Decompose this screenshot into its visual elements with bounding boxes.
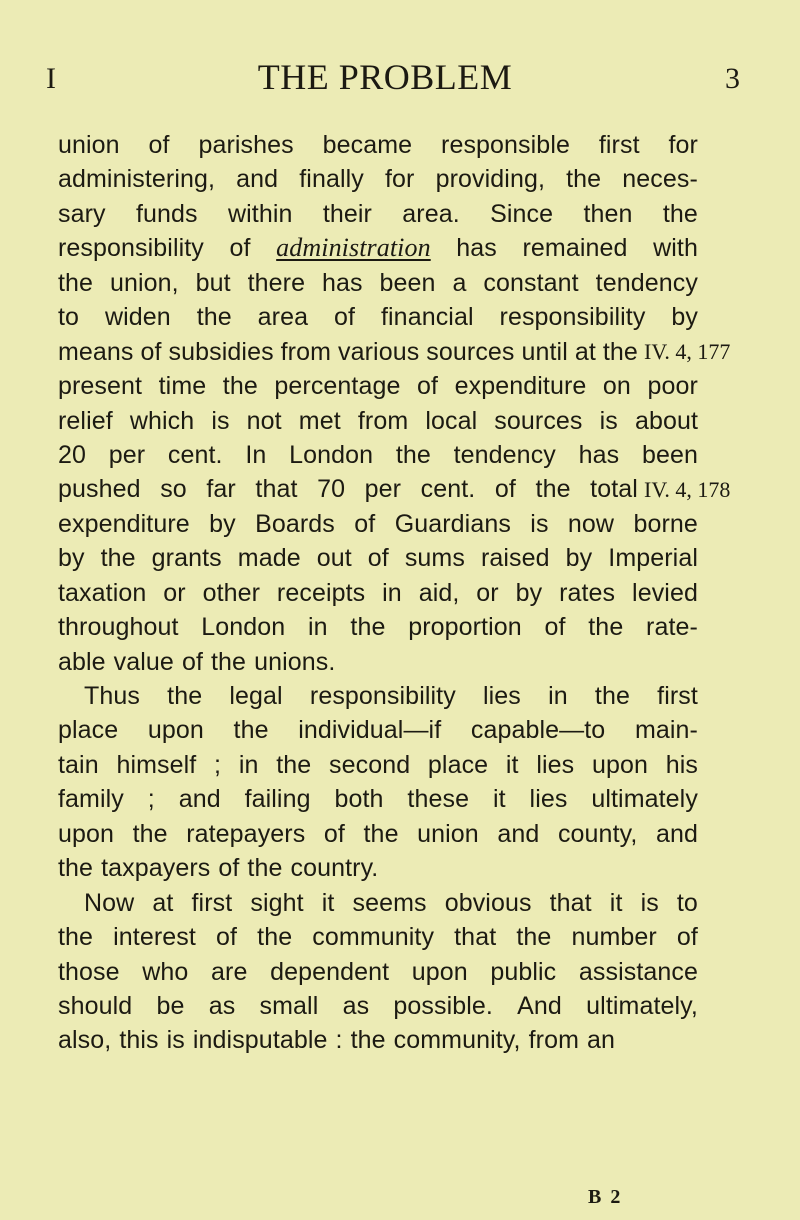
- page-number: 3: [725, 62, 740, 95]
- text-line: pushed so far that 70 per cent. of the total: [58, 475, 638, 504]
- text-line: tain himself ; in the second place it lies upon his: [58, 750, 698, 779]
- text-line: union of parishes became responsible first for: [58, 131, 698, 159]
- text-line: those who are dependent upon public assistance: [58, 957, 698, 986]
- text-line: taxation or other receipts in aid, or by rates levied: [58, 578, 698, 607]
- text-line: means of subsidies from various sources until at the: [58, 337, 638, 366]
- chapter-number: I: [46, 62, 57, 95]
- page-header: [0, 56, 800, 100]
- text-line: sary funds within their area. Since then the: [58, 199, 698, 228]
- text-line: relief which is not met from local sources is about: [58, 406, 698, 435]
- text-line: also, this is indisputable : the community, from an: [58, 1026, 616, 1055]
- text-line: expenditure by Boards of Guardians is now borne: [58, 509, 698, 538]
- running-title: THE PROBLEM: [257, 57, 513, 97]
- text-line: administering, and finally for providing, the neces-: [58, 165, 698, 194]
- text-line: Now at first sight it seems obvious that it is to: [84, 888, 698, 917]
- text-line: Thus the legal responsibility lies in the first: [84, 682, 698, 710]
- text-line: the interest of the community that the number of: [58, 923, 698, 952]
- text-line: family ; and failing both these it lies ultimately: [58, 785, 698, 814]
- text-line: place upon the individual—if capable—to main-: [58, 716, 698, 745]
- text-line: 20 per cent. In London the tendency has been: [58, 440, 698, 469]
- text-line: by the grants made out of sums raised by Imperial: [58, 544, 698, 573]
- marginal-reference: IV. 4, 177: [644, 338, 731, 364]
- signature-mark: B 2: [588, 1186, 623, 1208]
- text-line: the taxpayers of the country.: [58, 854, 379, 883]
- marginal-reference: IV. 4, 178: [644, 476, 731, 502]
- text-line: should be as small as possible. And ultimately,: [58, 991, 698, 1020]
- text-line: present time the percentage of expenditure on poor: [58, 372, 698, 401]
- text-line: able value of the unions.: [58, 647, 336, 676]
- body-text: [58, 128, 698, 1058]
- text-line: upon the ratepayers of the union and county, and: [58, 819, 698, 848]
- text-line: throughout London in the proportion of the rate-: [58, 613, 698, 642]
- text-line: the union, but there has been a constant tendency: [58, 268, 698, 297]
- text-line: responsibility of administration has remained with: [58, 233, 698, 263]
- text-line: to widen the area of financial responsibility by: [58, 303, 698, 332]
